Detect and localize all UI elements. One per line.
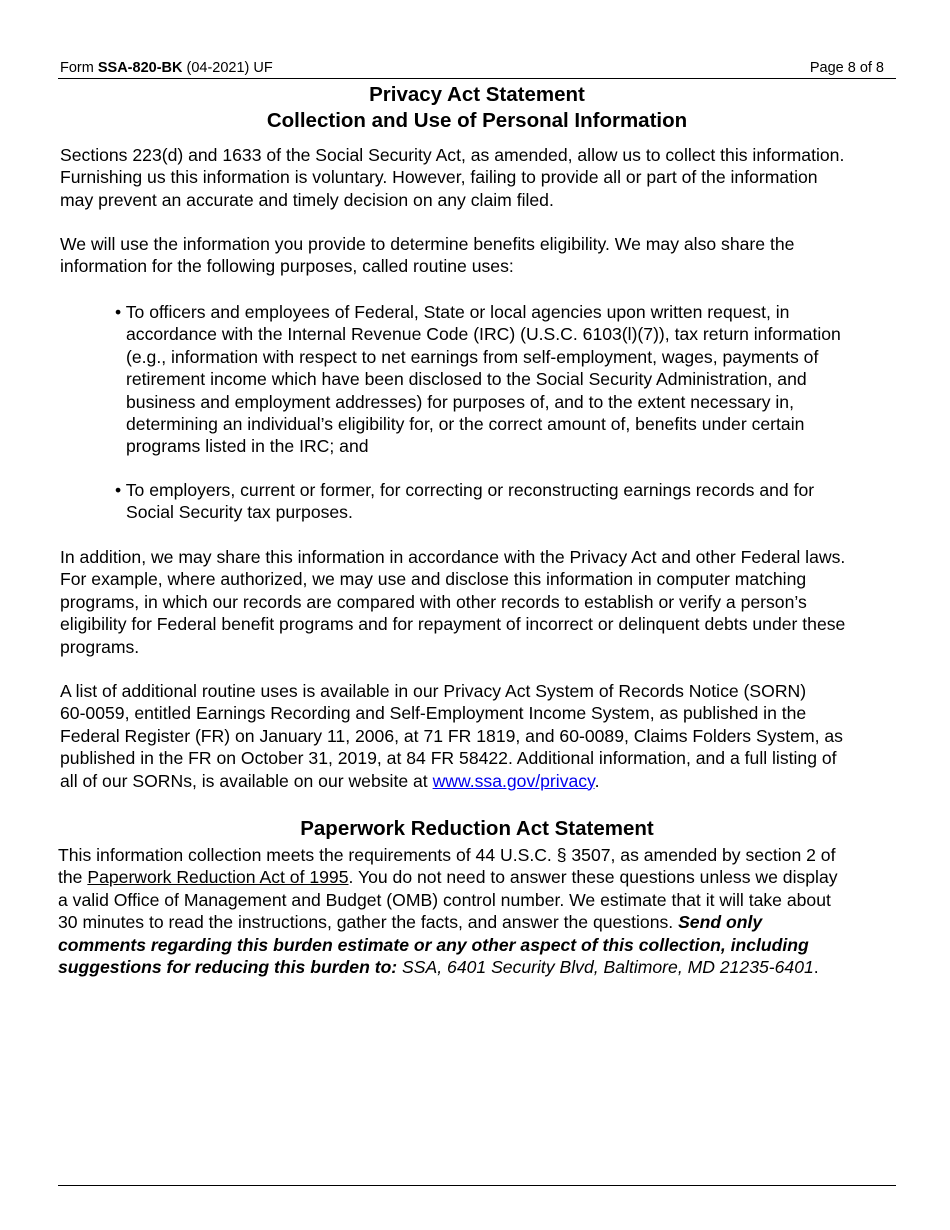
privacy-subtitle: Collection and Use of Personal Information (266, 109, 688, 132)
routine-use-bullet-2: • To employers, current or former, for correcting or reconstructing earnings records and for Social Security tax purposes. (115, 480, 815, 523)
privacy-paragraph-4: A list of additional routine uses is available in our Privacy Act System of Records Notice (SORN) 60-0059, entitled Earnings Recording and Self-Employment Income System, as published in the Federal Register (FR) on January 11, 2006, at 71 FR 1819, and 60-0089, Claims Folders System, as published in the FR on October 31, 2019, at 84 FR 58422. Additional information, and a full listing of all of our SORNs, is available on our website at www.ssa.gov/privacy. (60, 681, 843, 791)
paperwork-paragraph: This information collection meets the requirements of 44 U.S.C. § 3507, as amended by section 2 of the Paperwork Reduction Act of 1995. You do not need to answer these questions unless we display a valid Office of Management and Budget (OMB) control number. We estimate that it will take about 30 minutes to read the instructions, gather the facts, and answer the questions. Send only comments regarding this burden estimate or any other aspect of this collection, including suggestions for reducing this burden to: SSA, 6401 Security Blvd, Baltimore, MD 21235-6401. (58, 845, 838, 978)
privacy-paragraph-3: In addition, we may share this information in accordance with the Privacy Act and other Federal laws. For example, where authorized, we may use and disclose this information in computer matching programs, in which our records are compared with other records to establish or verify a person’s eligibility for Federal benefit programs and for repayment of incorrect or delinquent debts under these programs. (60, 547, 846, 657)
routine-use-bullet-1: • To officers and employees of Federal, State or local agencies upon written request, in accordance with the Internal Revenue Code (IRC) (U.S.C. 6103(l)(7)), tax return information (e.g., information with respect to net earnings from self-employment, wages, payments of retirement income which have been disclosed to the Social Security Administration, and business and employment addresses) for purposes of, and to the extent necessary in, determining an individual’s eligibility for, or the correct amount of, benefits under certain programs listed in the IRC; and (115, 302, 841, 457)
page-header (58, 58, 896, 79)
paperwork-title: Paperwork Reduction Act Statement (300, 817, 654, 840)
privacy-title: Privacy Act Statement (369, 83, 585, 106)
form-number: SSA-820-BK (97, 60, 183, 76)
paperwork-act-reference: Paperwork Reduction Act of 1995 (87, 867, 349, 888)
privacy-website-link[interactable]: www.ssa.gov/privacy (432, 770, 595, 791)
form-id: Form SSA-820-BK (04-2021) UF (60, 60, 273, 76)
footer-divider (58, 1185, 896, 1186)
privacy-paragraph-2: We will use the information you provide to determine benefits eligibility. We may also share the information for the following purposes, called routine uses: (60, 234, 795, 277)
page-number: Page 8 of 8 (809, 60, 884, 76)
privacy-paragraph-1: Sections 223(d) and 1633 of the Social Security Act, as amended, allow us to collect this information. Furnishing us this information is voluntary. However, failing to provide all or part of the information may prevent an accurate and timely decision on any claim filed. (60, 145, 845, 210)
mailing-address: SSA, 6401 Security Blvd, Baltimore, MD 21235-6401 (397, 957, 814, 978)
